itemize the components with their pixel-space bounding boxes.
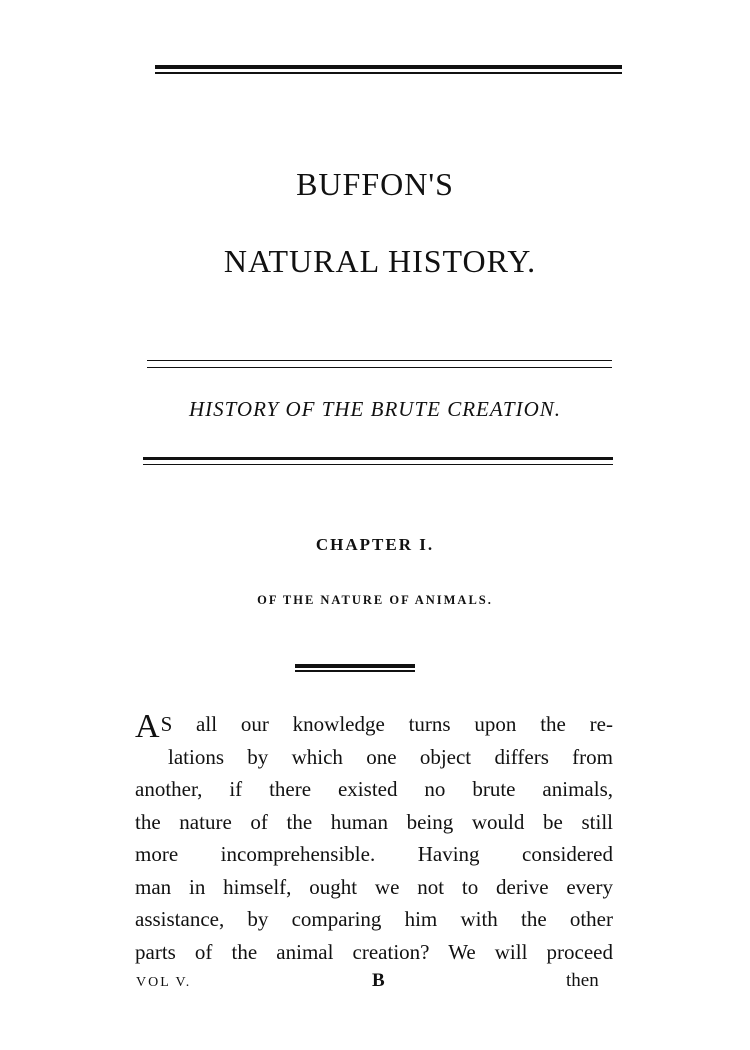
upper-rule-line-2 (147, 367, 612, 368)
short-rule-thick-line (295, 664, 415, 668)
footer-volume: VOL V. (136, 975, 192, 990)
body-line-3: another, if there existed no brute animals, (135, 777, 613, 801)
body-line-7: assistance, by comparing him with the other (135, 907, 613, 931)
lower-rule-thin-line (143, 464, 613, 465)
top-rule-thin-line (155, 72, 622, 74)
upper-section-rule (147, 360, 612, 368)
body-line-5: more incomprehensible. Having considered (135, 842, 613, 866)
lower-rule-thick-line (143, 457, 613, 460)
chapter-subheading: OF THE NATURE OF ANIMALS. (257, 593, 493, 607)
body-paragraph (135, 708, 613, 968)
short-rule-thin-line (295, 670, 415, 672)
top-double-rule (155, 65, 622, 74)
body-line-4: the nature of the human being would be still (135, 809, 613, 834)
chapter-heading: CHAPTER I. (315, 535, 435, 554)
title-line-1: BUFFON'S (296, 166, 454, 202)
body-line-8: parts of the animal creation? We will proceed (135, 939, 613, 964)
top-rule-thick-line (155, 65, 622, 69)
drop-cap: A (135, 708, 160, 745)
lower-section-rule (143, 457, 613, 465)
ornamental-short-rule (295, 664, 415, 672)
footer-signature-mark: B (372, 970, 385, 991)
body-line-1-text: S all our knowledge turns upon the re- (160, 712, 613, 736)
body-line-6: man in himself, ought we not to derive every (135, 874, 613, 899)
title-line-2: NATURAL HISTORY. (223, 243, 537, 279)
upper-rule-line-1 (147, 360, 612, 361)
body-line-2: lations by which one object differs from (168, 744, 613, 769)
subtitle: HISTORY OF THE BRUTE CREATION. (188, 397, 562, 421)
body-line-1 (135, 708, 613, 745)
footer-catchword: then (566, 970, 599, 991)
